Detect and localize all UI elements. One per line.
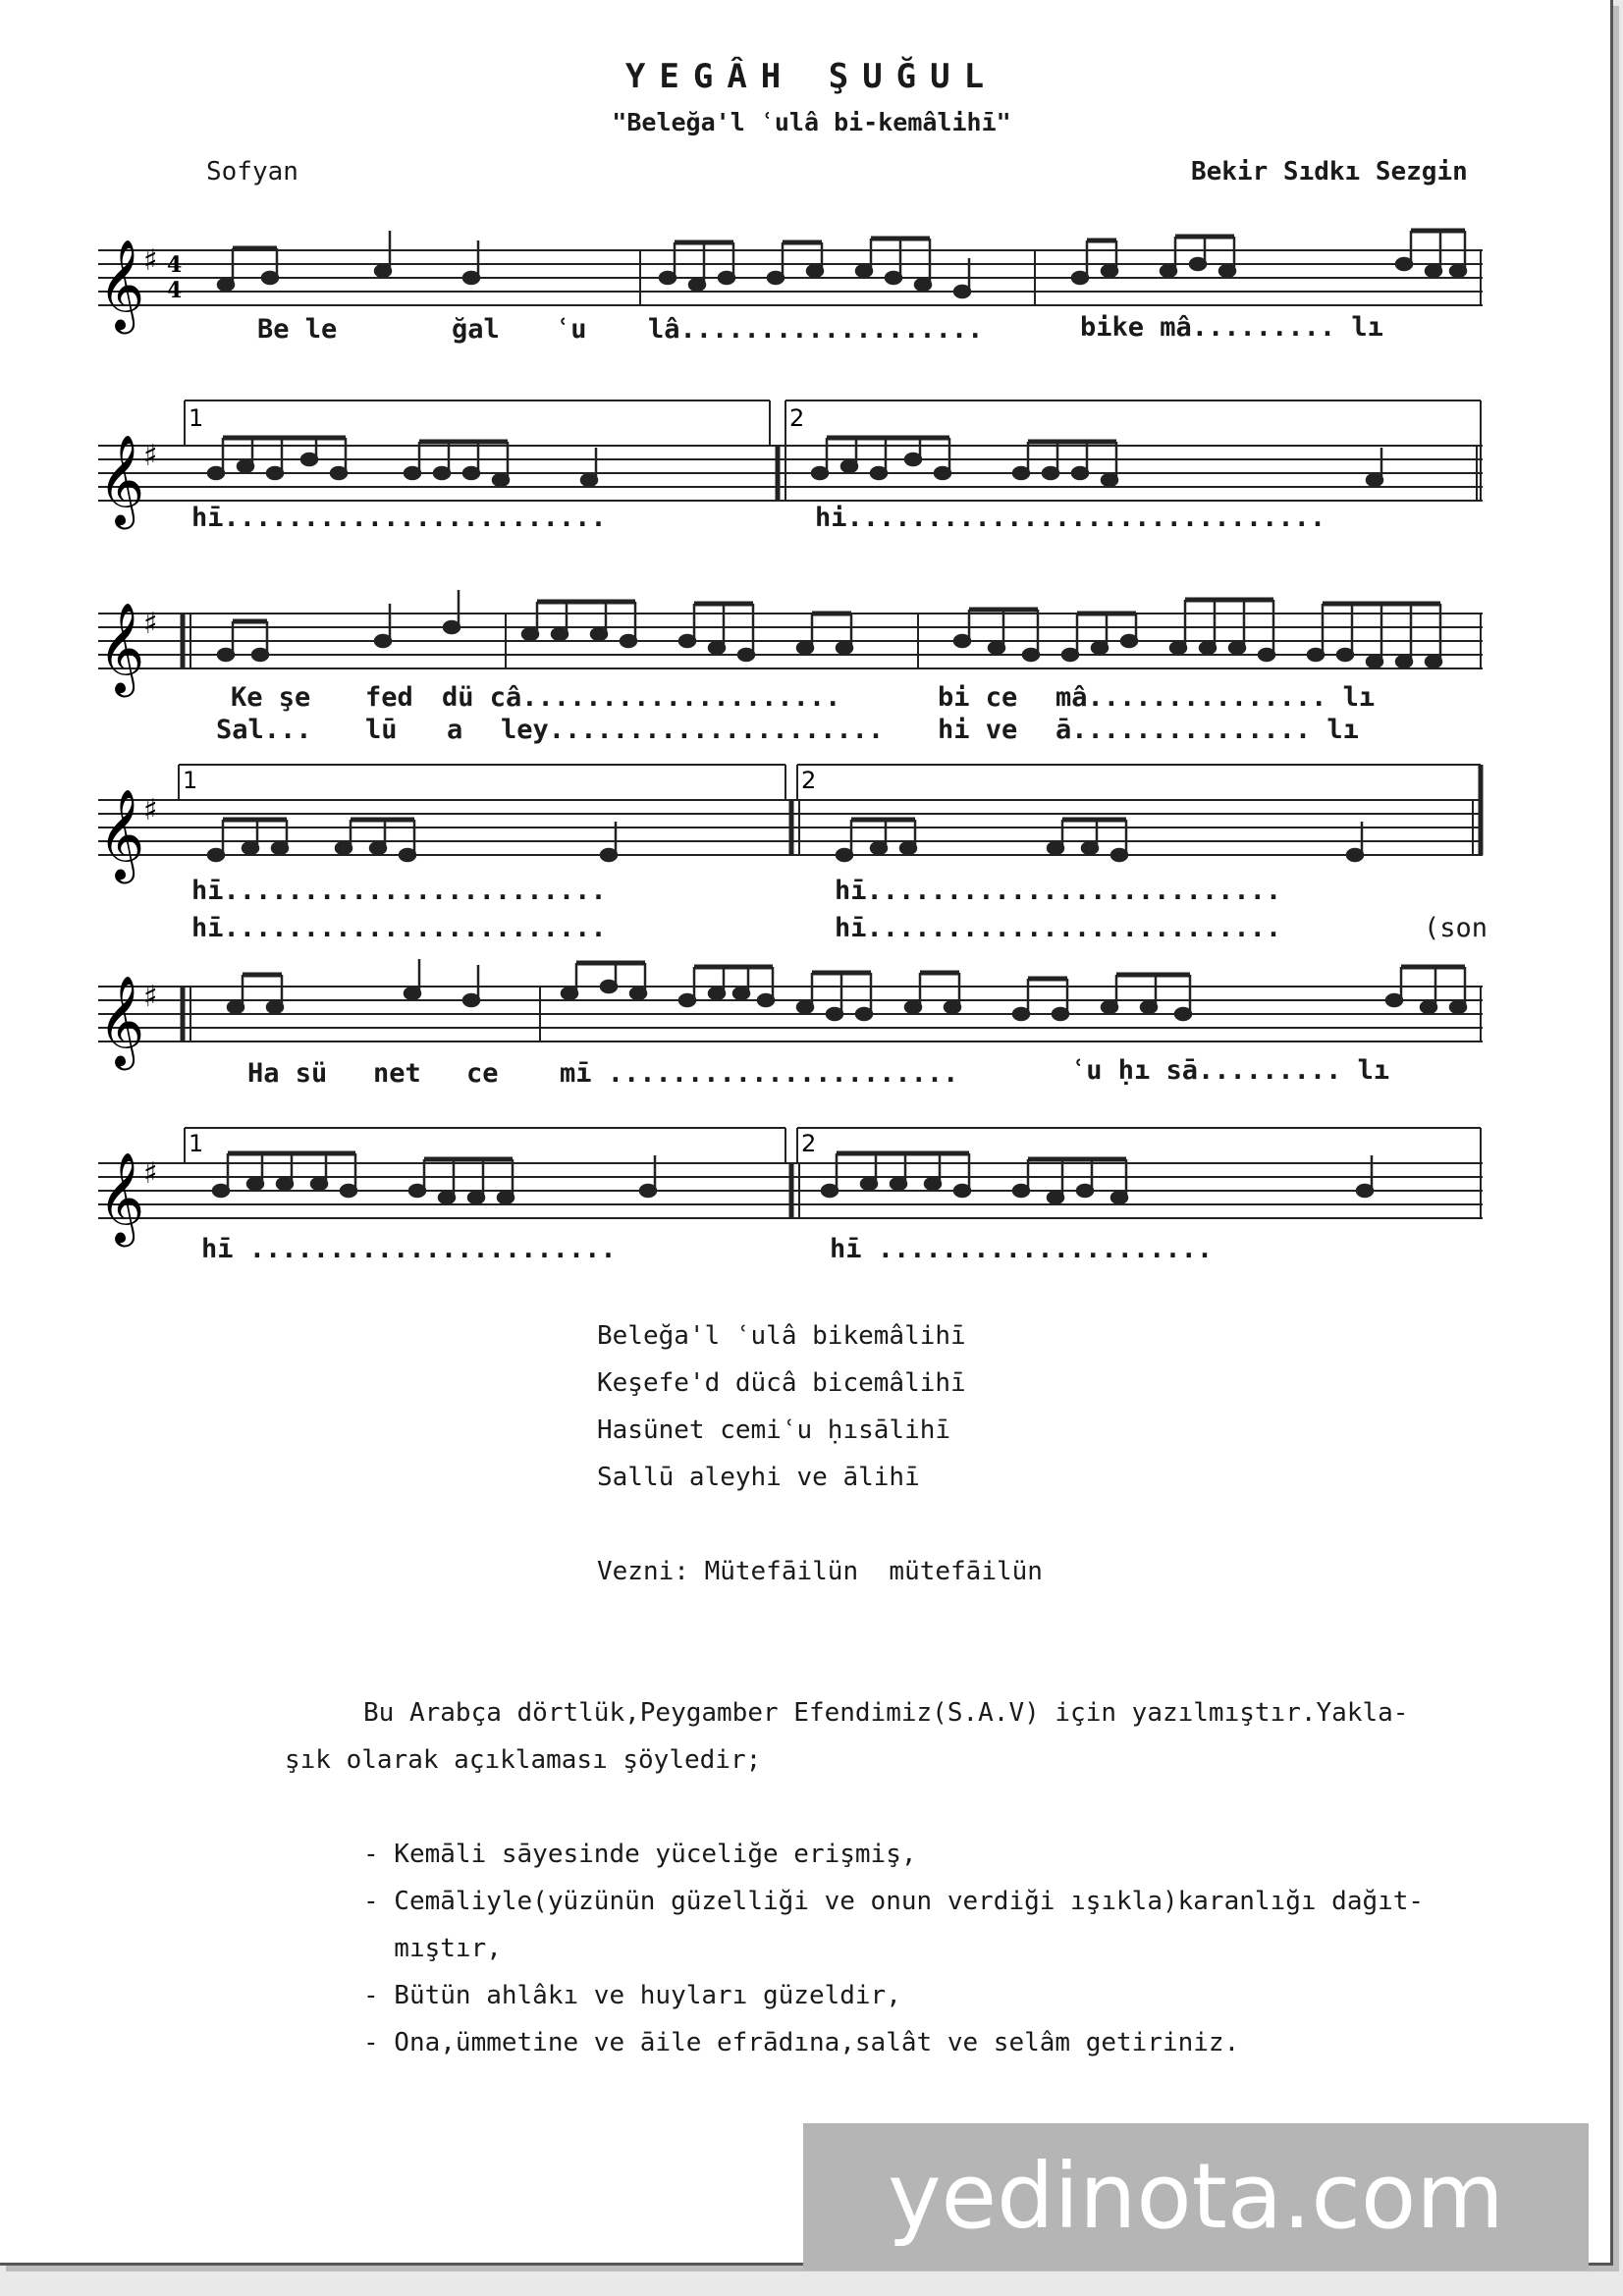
- lyric-1a: Be le: [257, 314, 338, 345]
- lyric-3a: Ke şe: [231, 682, 311, 713]
- lyric-4a: hī........................: [191, 876, 607, 906]
- volta-1-label: 1: [189, 404, 204, 432]
- end-marker-son: (son: [1424, 913, 1488, 943]
- watermark-text: yedinota.com: [888, 2144, 1504, 2249]
- lyric-4b: hī..........................: [835, 876, 1282, 906]
- time-signature: 4: [167, 252, 183, 278]
- page-subtitle: "Beleğa'l ʿulâ bi-kemâlihī": [612, 108, 1011, 136]
- bullet-2: - Cemāliyle(yüzünün güzelliği ve onun verdiği ışıkla)karanlığı dağıt-: [363, 1887, 1425, 1916]
- volta-1-label: 1: [189, 1130, 204, 1157]
- volta-2-label: 2: [801, 1130, 817, 1157]
- lyric-3e: mâ............... lı: [1055, 682, 1376, 713]
- sharp-icon: ♯: [143, 243, 158, 278]
- staff-4: [98, 761, 1492, 888]
- treble-clef-icon: 𝄞: [98, 975, 145, 1066]
- lyric-3b: fed: [365, 682, 413, 713]
- staff-6: [98, 1124, 1492, 1252]
- treble-clef-icon: 𝄞: [98, 788, 145, 880]
- lyric-5e: ʿu ḥı sā......... lı: [1070, 1055, 1390, 1086]
- lyric-3h: a: [447, 715, 463, 745]
- meter-line: Vezni: Mütefāilün mütefāilün: [597, 1557, 1043, 1586]
- lyric-3k: ā............... lı: [1055, 715, 1359, 745]
- lyric-1d: lâ...................: [648, 314, 984, 345]
- treble-clef-icon: 𝄞: [98, 602, 145, 693]
- lyric-3g: lū: [365, 715, 398, 745]
- lyric-1e: bike mâ......... lı: [1080, 312, 1383, 343]
- svg-text:4: 4: [167, 278, 183, 303]
- lyric-3c: dü câ....................: [442, 682, 841, 713]
- watermark-banner: [803, 2123, 1589, 2270]
- lyric-2b: hi..............................: [815, 503, 1326, 533]
- volta-2-label: 2: [789, 404, 805, 432]
- sharp-icon: ♯: [143, 980, 158, 1014]
- lyric-3i: ley.....................: [501, 715, 885, 745]
- sharp-icon: ♯: [143, 793, 158, 828]
- verse-line-2: Keşefe'd dücâ bicemâlihī: [597, 1368, 966, 1398]
- description-line-1: Bu Arabça dörtlük,Peygamber Efendimiz(S.A.V) için yazılmıştır.Yakla-: [363, 1698, 1409, 1728]
- makam-label: Sofyan: [206, 157, 298, 187]
- composer-name: Bekir Sıdkı Sezgin: [1191, 157, 1468, 187]
- lyric-4d: hī..........................: [835, 913, 1282, 943]
- sharp-icon: ♯: [143, 1156, 158, 1191]
- lyric-5a: Ha sü: [247, 1058, 328, 1089]
- volta-1-label: 1: [183, 767, 198, 794]
- bullet-4: - Ona,ümmetine ve āile efrādına,salât ve selâm getiriniz.: [363, 2028, 1240, 2057]
- lyric-1c: ʿu: [555, 314, 587, 345]
- lyric-6b: hī .....................: [830, 1234, 1214, 1264]
- lyric-3f: Sal...: [216, 715, 312, 745]
- lyric-5b: net: [373, 1058, 421, 1089]
- verse-line-3: Hasünet cemiʿu ḥısālihī: [597, 1415, 951, 1445]
- lyric-2a: hī........................: [191, 503, 607, 533]
- treble-clef-icon: 𝄞: [98, 239, 145, 330]
- lyric-4c: hī........................: [191, 913, 607, 943]
- sharp-icon: ♯: [143, 439, 158, 473]
- staff-2: [98, 393, 1492, 525]
- lyric-1b: ğal: [452, 314, 500, 345]
- treble-clef-icon: 𝄞: [98, 1151, 145, 1243]
- verse-line-1: Beleğa'l ʿulâ bikemâlihī: [597, 1321, 966, 1351]
- lyric-3j: hi ve: [938, 715, 1018, 745]
- sharp-icon: ♯: [143, 607, 158, 641]
- verse-line-4: Sallū aleyhi ve ālihī: [597, 1463, 920, 1492]
- description-line-2: şık olarak açıklaması şöyledir;: [285, 1745, 762, 1775]
- page-title: YEGÂH ŞUĞUL: [624, 57, 999, 96]
- volta-2-label: 2: [801, 767, 817, 794]
- bullet-1: - Kemāli sāyesinde yüceliğe erişmiş,: [363, 1840, 917, 1869]
- lyric-5d: mī ......................: [560, 1058, 959, 1089]
- lyric-5c: ce: [466, 1058, 499, 1089]
- lyric-3d: bi ce: [938, 682, 1018, 713]
- treble-clef-icon: 𝄞: [98, 434, 145, 525]
- lyric-6a: hī .......................: [201, 1234, 617, 1264]
- bullet-2-cont: mıştır,: [363, 1934, 502, 1963]
- bullet-3: - Bütün ahlâkı ve huyları güzeldir,: [363, 1981, 901, 2010]
